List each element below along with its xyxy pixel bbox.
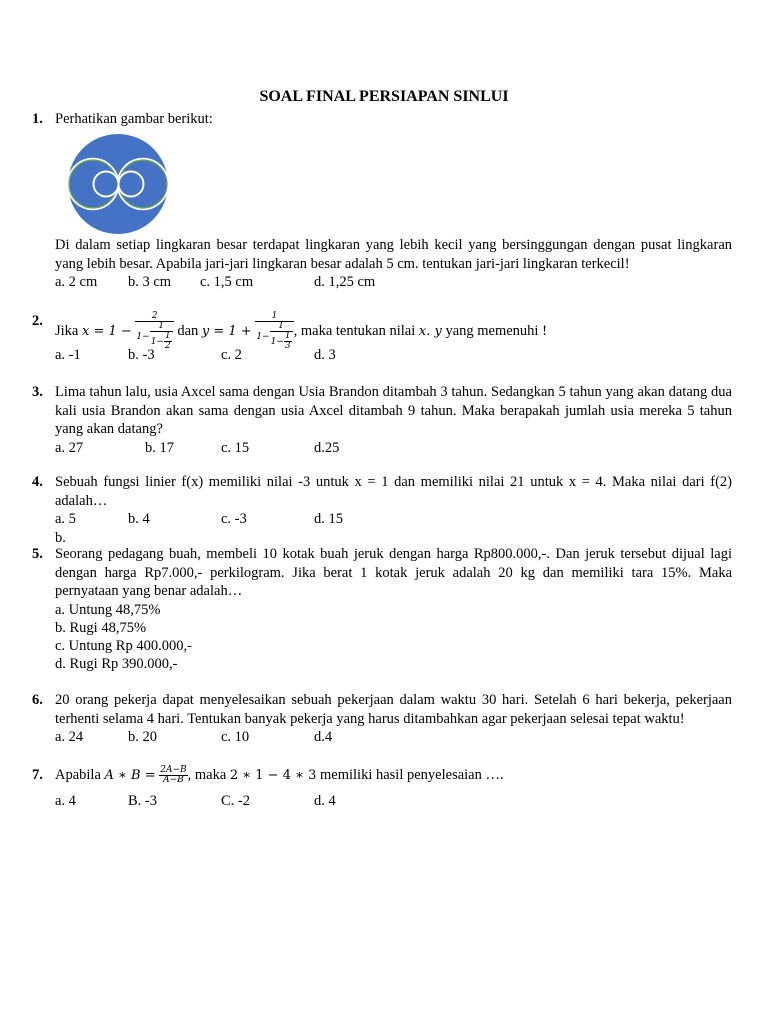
q7-fraction: $\frac{2A-B}{A-B}$ bbox=[160, 765, 187, 786]
option-c: c. -3 bbox=[221, 511, 247, 527]
option-d: d. 1,25 cm bbox=[314, 274, 376, 290]
question-text: Seorang pedagang buah, membeli 10 kotak buah jeruk dengan harga Rp800.000,-. Dan jeruk tersebut dijual lagi dengan harga Rp7.000,- perkilogram. Jika berat 1 kotak jeruk adalah 20 kg dan memiliki tara 15%. Maka pernyataan yang benar adalah… bbox=[55, 546, 732, 599]
option-b: b. 20 bbox=[128, 729, 157, 745]
option-c: c. 15 bbox=[221, 439, 250, 456]
option-b: b. Rugi 48,75% bbox=[55, 619, 147, 636]
option-c: c. Untung Rp 400.000,- bbox=[55, 637, 192, 654]
left-small-circle bbox=[94, 172, 119, 197]
option-c: C. -2 bbox=[221, 793, 250, 809]
question-number: 1. bbox=[32, 111, 43, 127]
question-number: 7. bbox=[32, 767, 43, 783]
question-intro: Perhatikan gambar berikut: bbox=[55, 111, 213, 127]
option-d: d.4 bbox=[314, 729, 333, 745]
q2-lead: Jika bbox=[55, 322, 82, 339]
circles-figure bbox=[64, 134, 174, 239]
option-d: d. 15 bbox=[314, 511, 343, 527]
option-d: d. Rugi Rp 390.000,- bbox=[55, 655, 178, 672]
option-b: B. -3 bbox=[128, 793, 157, 809]
right-small-circle bbox=[119, 172, 144, 197]
question-text: Sebuah fungsi linier f(x) memiliki nilai -3 untuk x = 1 dan memiliki nilai 21 untuk x = 4. Maka nilai dari f(2) adalah… bbox=[55, 474, 732, 509]
option-a: a. 4 bbox=[55, 793, 76, 809]
question-number: 5. bbox=[32, 546, 43, 562]
option-a: a. Untung 48,75% bbox=[55, 601, 161, 618]
q7-lead: Apabila bbox=[55, 767, 105, 783]
question-number: 4. bbox=[32, 474, 43, 490]
option-c: c. 1,5 cm bbox=[200, 274, 254, 290]
option-a: a. 5 bbox=[55, 511, 76, 527]
page-title: SOAL FINAL PERSIAPAN SINLUI bbox=[259, 88, 509, 105]
option-b: b. 4 bbox=[128, 511, 150, 527]
option-a: a. -1 bbox=[55, 347, 81, 363]
option-a: a. 2 cm bbox=[55, 274, 98, 290]
question-number: 6. bbox=[32, 692, 43, 708]
q7-end: memiliki hasil penyelesaian …. bbox=[316, 767, 504, 783]
option-b: b. 3 cm bbox=[128, 274, 172, 290]
option-b: b. 17 bbox=[145, 439, 174, 456]
q2-tail: , maka tentukan nilai bbox=[293, 322, 419, 339]
question-text: Lima tahun lalu, usia Axcel sama dengan Usia Brandon ditambah 3 tahun. Sedangkan 5 tahun yang akan datang dua kali usia Brandon akan sama dengan usia Axcel ditambah 9 tahun. Maka berapakah jumlah usia mereka 5 tahun yang akan datang? bbox=[55, 384, 732, 437]
q2-x-expr: x = 1 − bbox=[81, 323, 132, 339]
question-text: 20 orang pekerja dapat menyelesaikan sebuah pekerjaan dalam waktu 30 hari. Setelah 6 hari bekerja, pekerjaan terhenti selama 4 hari. Tentukan banyak pekerja yang harus ditambahkan agar pekerjaan selesai tepat waktu! bbox=[55, 692, 732, 727]
extra-option: b. bbox=[55, 529, 66, 546]
q2-y-fraction: 1 1− 1 1− $\frac{1}{3}$ bbox=[255, 312, 293, 351]
q2-y-expr: y = 1 + bbox=[201, 323, 252, 339]
option-a: a. 24 bbox=[55, 729, 84, 745]
option-b: b. -3 bbox=[128, 347, 155, 363]
q2-xy: x. y bbox=[418, 323, 442, 339]
question-number: 2. bbox=[32, 313, 43, 329]
q2-mid: dan bbox=[173, 322, 202, 339]
q7-mid: , maka bbox=[187, 767, 230, 783]
option-d: d. 3 bbox=[314, 347, 336, 363]
q2-end: yang memenuhi ! bbox=[441, 322, 547, 339]
option-c: c. 2 bbox=[221, 347, 242, 363]
question-text: Di dalam setiap lingkaran besar terdapat lingkaran yang lebih kecil yang bersinggungan dengan pusat lingkaran yang lebih besar. Apabila jari-jari lingkaran besar adalah 5 cm. tentukan jari-jari lingkaran terkecil! bbox=[55, 237, 732, 272]
option-a: a. 27 bbox=[55, 439, 84, 456]
q7-def: A ∗ B = bbox=[104, 768, 156, 783]
option-d: d.25 bbox=[314, 439, 340, 456]
option-d: d. 4 bbox=[314, 793, 336, 809]
q7-expr: 2 ∗ 1 − 4 ∗ 3 bbox=[229, 768, 317, 783]
q2-x-fraction: 2 1− 1 1− $\frac{1}{2}$ bbox=[135, 312, 173, 351]
circles-diagram bbox=[64, 134, 174, 234]
option-c: c. 10 bbox=[221, 729, 250, 745]
question-number: 3. bbox=[32, 384, 43, 400]
